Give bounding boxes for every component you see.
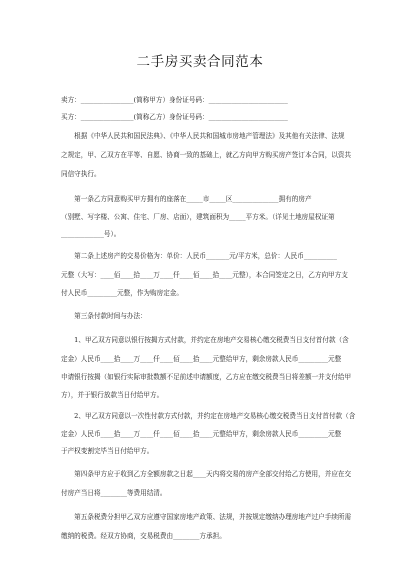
article-2-line-1: 第二条上述房产的交易价格为：单价：人民币_______元/平方米，总价：人民币__________ (61, 252, 337, 260)
article-5-line-1: 第五条税费分担甲乙双方应遵守国家房地产政策、法规，并按规定缴纳办理房地产过户手续所需 (61, 513, 352, 521)
article-1-line-2: （别墅、写字楼、公寓、住宅、厂房、店面），建筑面积为_____平方米。（详见土地房屋权证第 (61, 213, 335, 221)
preamble-line-1: 根据《中华人民共和国民法典》、《中华人民共和国城市房地产管理法》及其他有关法律、法规 (61, 132, 345, 140)
article-3-1-line-1: 1、甲乙双方同意以银行按揭方式付款，并约定在房地产交易核心缴交税费当日支付首付款（含 (61, 336, 349, 344)
article-4-line-1: 第四条甲方应于收到乙方全额房款之日起____天内将交易的房产全部交付给乙方使用，并应在交 (61, 470, 352, 478)
article-3-1-line-2: 定金）人民币____拾____万____仟____佰____拾____元整给甲方，剩余房款人民币_________元整 (61, 355, 342, 363)
article-3-1-line-3: 申请银行按揭（如银行实际审批数额不足前述申请额度，乙方应在缴交税费当日将差额一并支付给甲 (61, 373, 352, 381)
article-3-heading: 第三条付款时间与办法： (61, 312, 147, 320)
preamble-line-3: 同信守执行。 (61, 170, 101, 178)
seller-line: 卖方：________________(简称甲方）身份证号码：________________________ (61, 96, 288, 104)
article-2-line-2: 元整（大写：____佰____拾____万____仟____佰____拾____元整），本合同签定之日，乙方向甲方支 (61, 271, 348, 279)
article-4-line-2: 付房产当日将________等费用结清。 (61, 489, 167, 497)
article-3-2-line-1: 2、甲乙双方同意以一次性付款方式付款，并约定在房地产交易核心缴交税费当日支付首付款（含 (61, 412, 356, 420)
document-title: 二手房买卖合同范本 (136, 54, 264, 70)
article-2-line-3: 付人民币_________元整，作为购房定金。 (61, 289, 183, 297)
article-3-2-line-3: 于产权变割完毕当日付给甲方。 (61, 447, 154, 455)
article-1-line-3: _____________号）。 (61, 230, 121, 238)
article-5-line-2: 缴纳的税费。经双方协商，交易税费由________方承担。 (61, 532, 226, 540)
buyer-line: 买方：________________(简称乙方）身份证号码：________________________ (61, 113, 288, 121)
article-3-1-line-4: 方），并于银行放款当日付给甲方。 (61, 391, 164, 399)
article-3-2-line-2: 定金）人民币____拾____万____仟____佰____拾____元整给甲方，剩余房款人民币_________元整 (61, 430, 342, 438)
article-1-line-1: 第一条乙方同意购买甲方拥有的座落在_____市_____区______________拥有的房产 (61, 195, 312, 203)
preamble-line-2: 之规定，甲、乙双方在平等、自愿、协商一致的基础上，就乙方向甲方购买房产签订本合同，以资共 (61, 151, 352, 159)
